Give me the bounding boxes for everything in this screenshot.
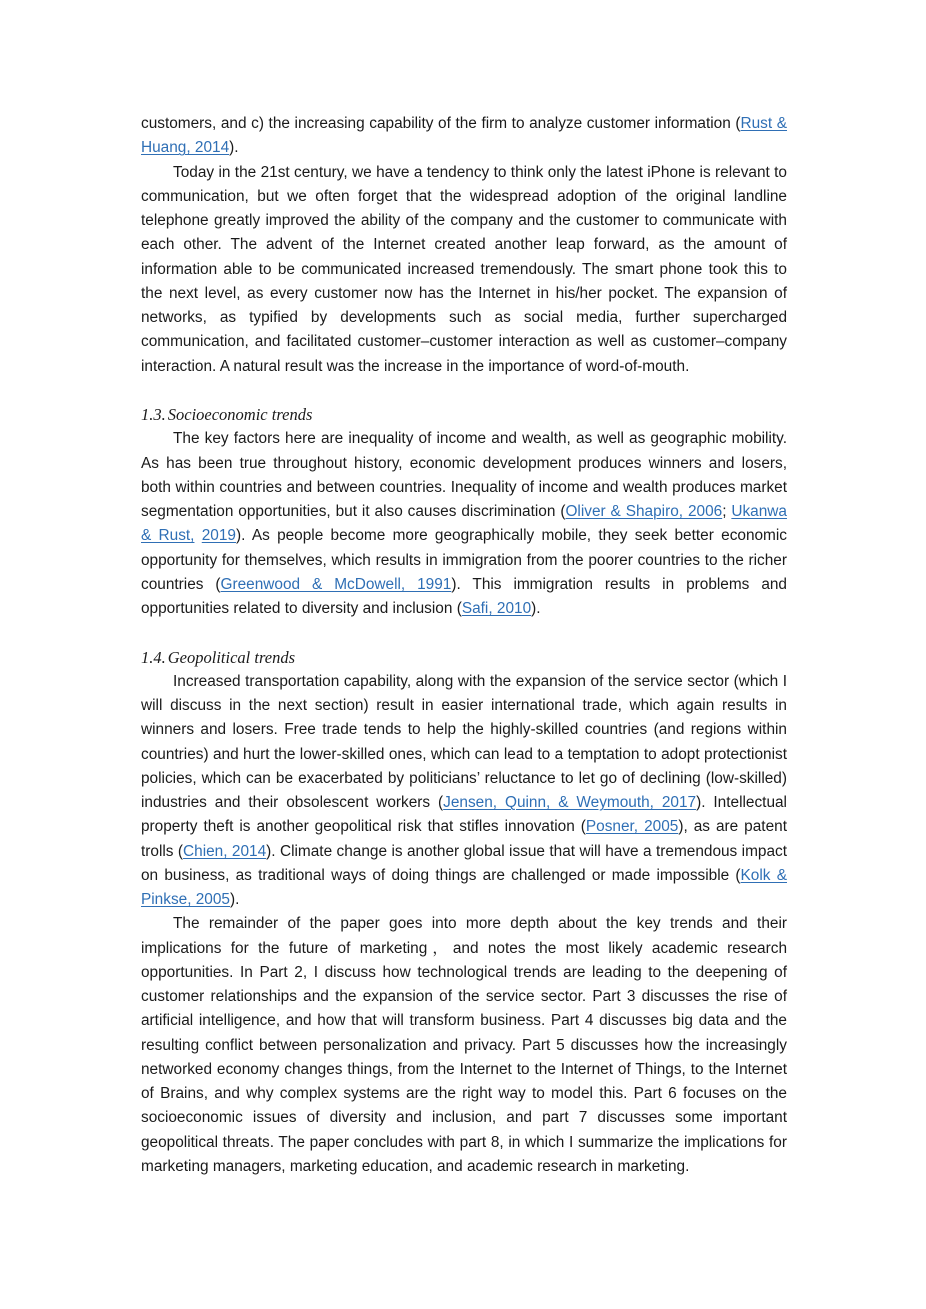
citation-link-greenwood-mcdowell-1991[interactable]: Greenwood & McDowell, 1991 [220,575,452,593]
citation-link-safi-2010[interactable]: Safi, 2010 [461,600,532,617]
paragraph-text [194,527,201,544]
article-body [141,112,787,1179]
paragraph-text: ). [229,139,239,157]
citation-link-ukanwa-rust-2019[interactable]: 2019 [201,527,236,545]
citation-link-rust-huang-2014[interactable]: Rust & Huang, 2014 [141,115,788,157]
citation-link-jensen-quinn-weymouth-2017[interactable]: Jensen, Quinn, & Weymouth, 2017 [443,794,697,811]
paragraph-continuation [141,112,787,161]
paragraph-text: customers, and c) the increasing capability of the firm to analyze customer information ( [141,115,741,132]
paragraph-geopolitical [141,670,787,913]
paragraph-text: ; [722,503,732,520]
paragraph-text: ), as are patent trolls ( [141,818,787,860]
section-title: Socioeconomic trends [167,405,313,424]
citation-link-posner-2005[interactable]: Posner, 2005 [585,818,679,836]
paragraph-text: ). This immigration results in problems and opportunities related to diversity and inclusion ( [141,575,787,617]
section-number: 1.4. [141,647,166,667]
paragraph-text: ). [531,600,541,617]
paragraph-text: ). As people become more geographically mobile, they seek better economic opportunity for themselves, which results in immigration from the poorer countries to the richer countries ( [141,527,787,593]
citation-link-chien-2014[interactable]: Chien, 2014 [183,842,267,860]
paragraph-text: The key factors here are inequality of income and wealth, as well as geographic mobility. As has been true throughout history, economic development produces winners and losers, both within countries and between countries. Inequality of income and wealth produces market segmentation opportunities, but it also causes discrimination ( [141,430,787,520]
paragraph-text: ). [230,891,240,908]
section-title: Geopolitical trends [167,647,295,667]
citation-link-kolk-pinkse-2005[interactable]: Kolk & Pinkse, 2005 [141,866,787,908]
paragraph-paper-outline [141,912,787,1179]
paragraph-text: Today in the 21st century, we have a tendency to think only the latest iPhone is relevant to communication, but we often forget that the widespread adoption of the original landline telephone greatly improved the ability of the company and the customer to communicate with each other. The advent of the Internet created another leap forward, as the amount of information able to be communicated increased tremendously. The smart phone took this to the next level, as every customer now has the Internet in his/her pocket. The expansion of networks, as typified by developments such as social media, further supercharged communication, and facilitated customer–customer interaction as well as customer–company interaction. A natural result was the increase in the importance of word-of-mouth. [141,163,787,375]
citation-link-oliver-shapiro-2006[interactable]: Oliver & Shapiro, 2006 [565,503,723,520]
section-number: 1.3. [141,405,166,424]
section-heading-socioeconomic [141,403,787,427]
paragraph-socioeconomic [141,427,787,621]
paragraph-text: Increased transportation capability, along with the expansion of the service sector (which I will discuss in the next section) result in easier international trade, which again results in winners and losers. Free trade tends to help the highly-skilled countries (and regions within countries) and hurt the lower-skilled ones, which can lead to a temptation to adopt protectionist policies, which can be exacerbated by politicians’ reluctance to let go of declining (low-skilled) industries and their obsolescent workers ( [141,672,787,811]
section-heading-geopolitical [141,646,787,670]
paragraph-communication [141,161,787,379]
paragraph-text: The remainder of the paper goes into more depth about the key trends and their implications for the future of marketing，and notes the most likely academic research opportunities. In Part 2, I discuss how technological trends are leading to the deepening of customer relationships and the expansion of the service sector. Part 3 discusses the rise of artificial intelligence, and how that will transform business. Part 4 discusses big data and the resulting conflict between personalization and privacy. Part 5 discusses how the increasingly networked economy changes things, from the Internet to the Internet of Things, to the Internet of Brains, and why complex systems are the right way to model this. Part 6 focuses on the socioeconomic issues of diversity and inclusion, and part 7 discusses some important geopolitical threats. The paper concludes with part 8, in which I summarize the implications for marketing managers, marketing education, and academic research in marketing. [141,915,787,1175]
citation-link-ukanwa-rust[interactable]: Ukanwa & Rust, [141,503,787,545]
paragraph-text: ). Climate change is another global issue that will have a tremendous impact on business, as traditional ways of doing things are challenged or made impossible ( [141,842,787,884]
paragraph-text: ). Intellectual property theft is another geopolitical risk that stifles innovation ( [141,794,787,836]
